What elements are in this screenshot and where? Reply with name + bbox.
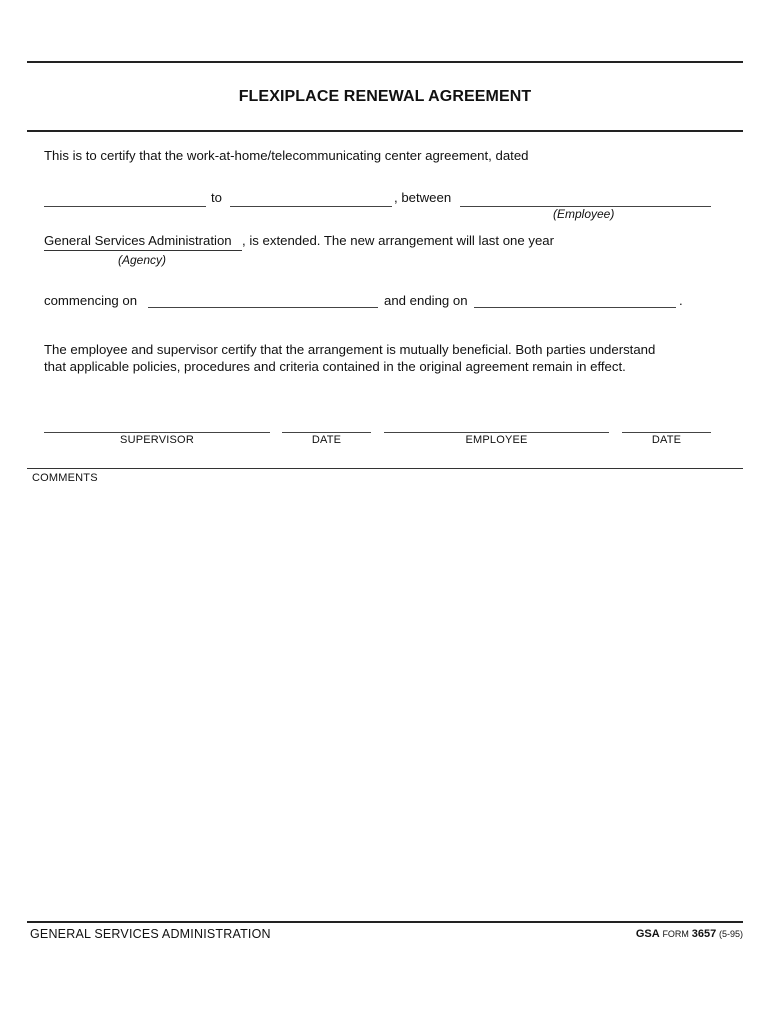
to-text: to	[211, 190, 222, 205]
supervisor-date-field[interactable]	[282, 418, 371, 433]
certify-line-1: The employee and supervisor certify that the arrangement is mutually beneficial. Both parties understand	[44, 342, 656, 357]
certify-line-2: that applicable policies, procedures and criteria contained in the original agreement remain in effect.	[44, 359, 626, 374]
intro-text: This is to certify that the work-at-home/telecommunicating center agreement, dated	[44, 148, 529, 163]
form-number: 3657	[691, 928, 717, 940]
form-word: FORM	[662, 929, 689, 939]
commencing-date-field[interactable]	[148, 293, 378, 308]
agency-underline	[44, 250, 242, 251]
extended-text: , is extended. The new arrangement will last one year	[242, 233, 555, 248]
comments-rule	[27, 468, 743, 469]
employee-label: EMPLOYEE	[465, 434, 528, 446]
form-title: FLEXIPLACE RENEWAL AGREEMENT	[238, 88, 532, 105]
commencing-text: commencing on	[44, 293, 138, 308]
supervisor-signature-field[interactable]	[44, 418, 270, 433]
comments-area[interactable]	[32, 490, 738, 915]
ending-period: .	[679, 293, 683, 308]
employee-name-field[interactable]	[460, 192, 711, 207]
form-number-block	[636, 928, 743, 940]
ending-date-field[interactable]	[474, 293, 676, 308]
date-from-field[interactable]	[44, 192, 206, 207]
supervisor-date-label: DATE	[311, 434, 342, 446]
employee-signature-field[interactable]	[384, 418, 609, 433]
title-bottom-rule	[27, 130, 743, 132]
ending-text: and ending on	[384, 293, 468, 308]
between-text: , between	[394, 190, 452, 205]
agency-caption: (Agency)	[118, 253, 167, 267]
gsa-mark: GSA	[635, 928, 660, 940]
footer-agency: GENERAL SERVICES ADMINISTRATION	[30, 927, 271, 941]
supervisor-label: SUPERVISOR	[120, 434, 194, 446]
employee-caption: (Employee)	[553, 207, 615, 221]
comments-label: COMMENTS	[32, 472, 98, 484]
form-revision: (5-95)	[718, 929, 743, 939]
agency-value[interactable]: General Services Administration	[44, 233, 232, 248]
date-to-field[interactable]	[230, 192, 392, 207]
footer-rule	[27, 921, 743, 923]
employee-date-field[interactable]	[622, 418, 711, 433]
top-rule	[27, 61, 743, 63]
employee-date-label: DATE	[651, 434, 682, 446]
